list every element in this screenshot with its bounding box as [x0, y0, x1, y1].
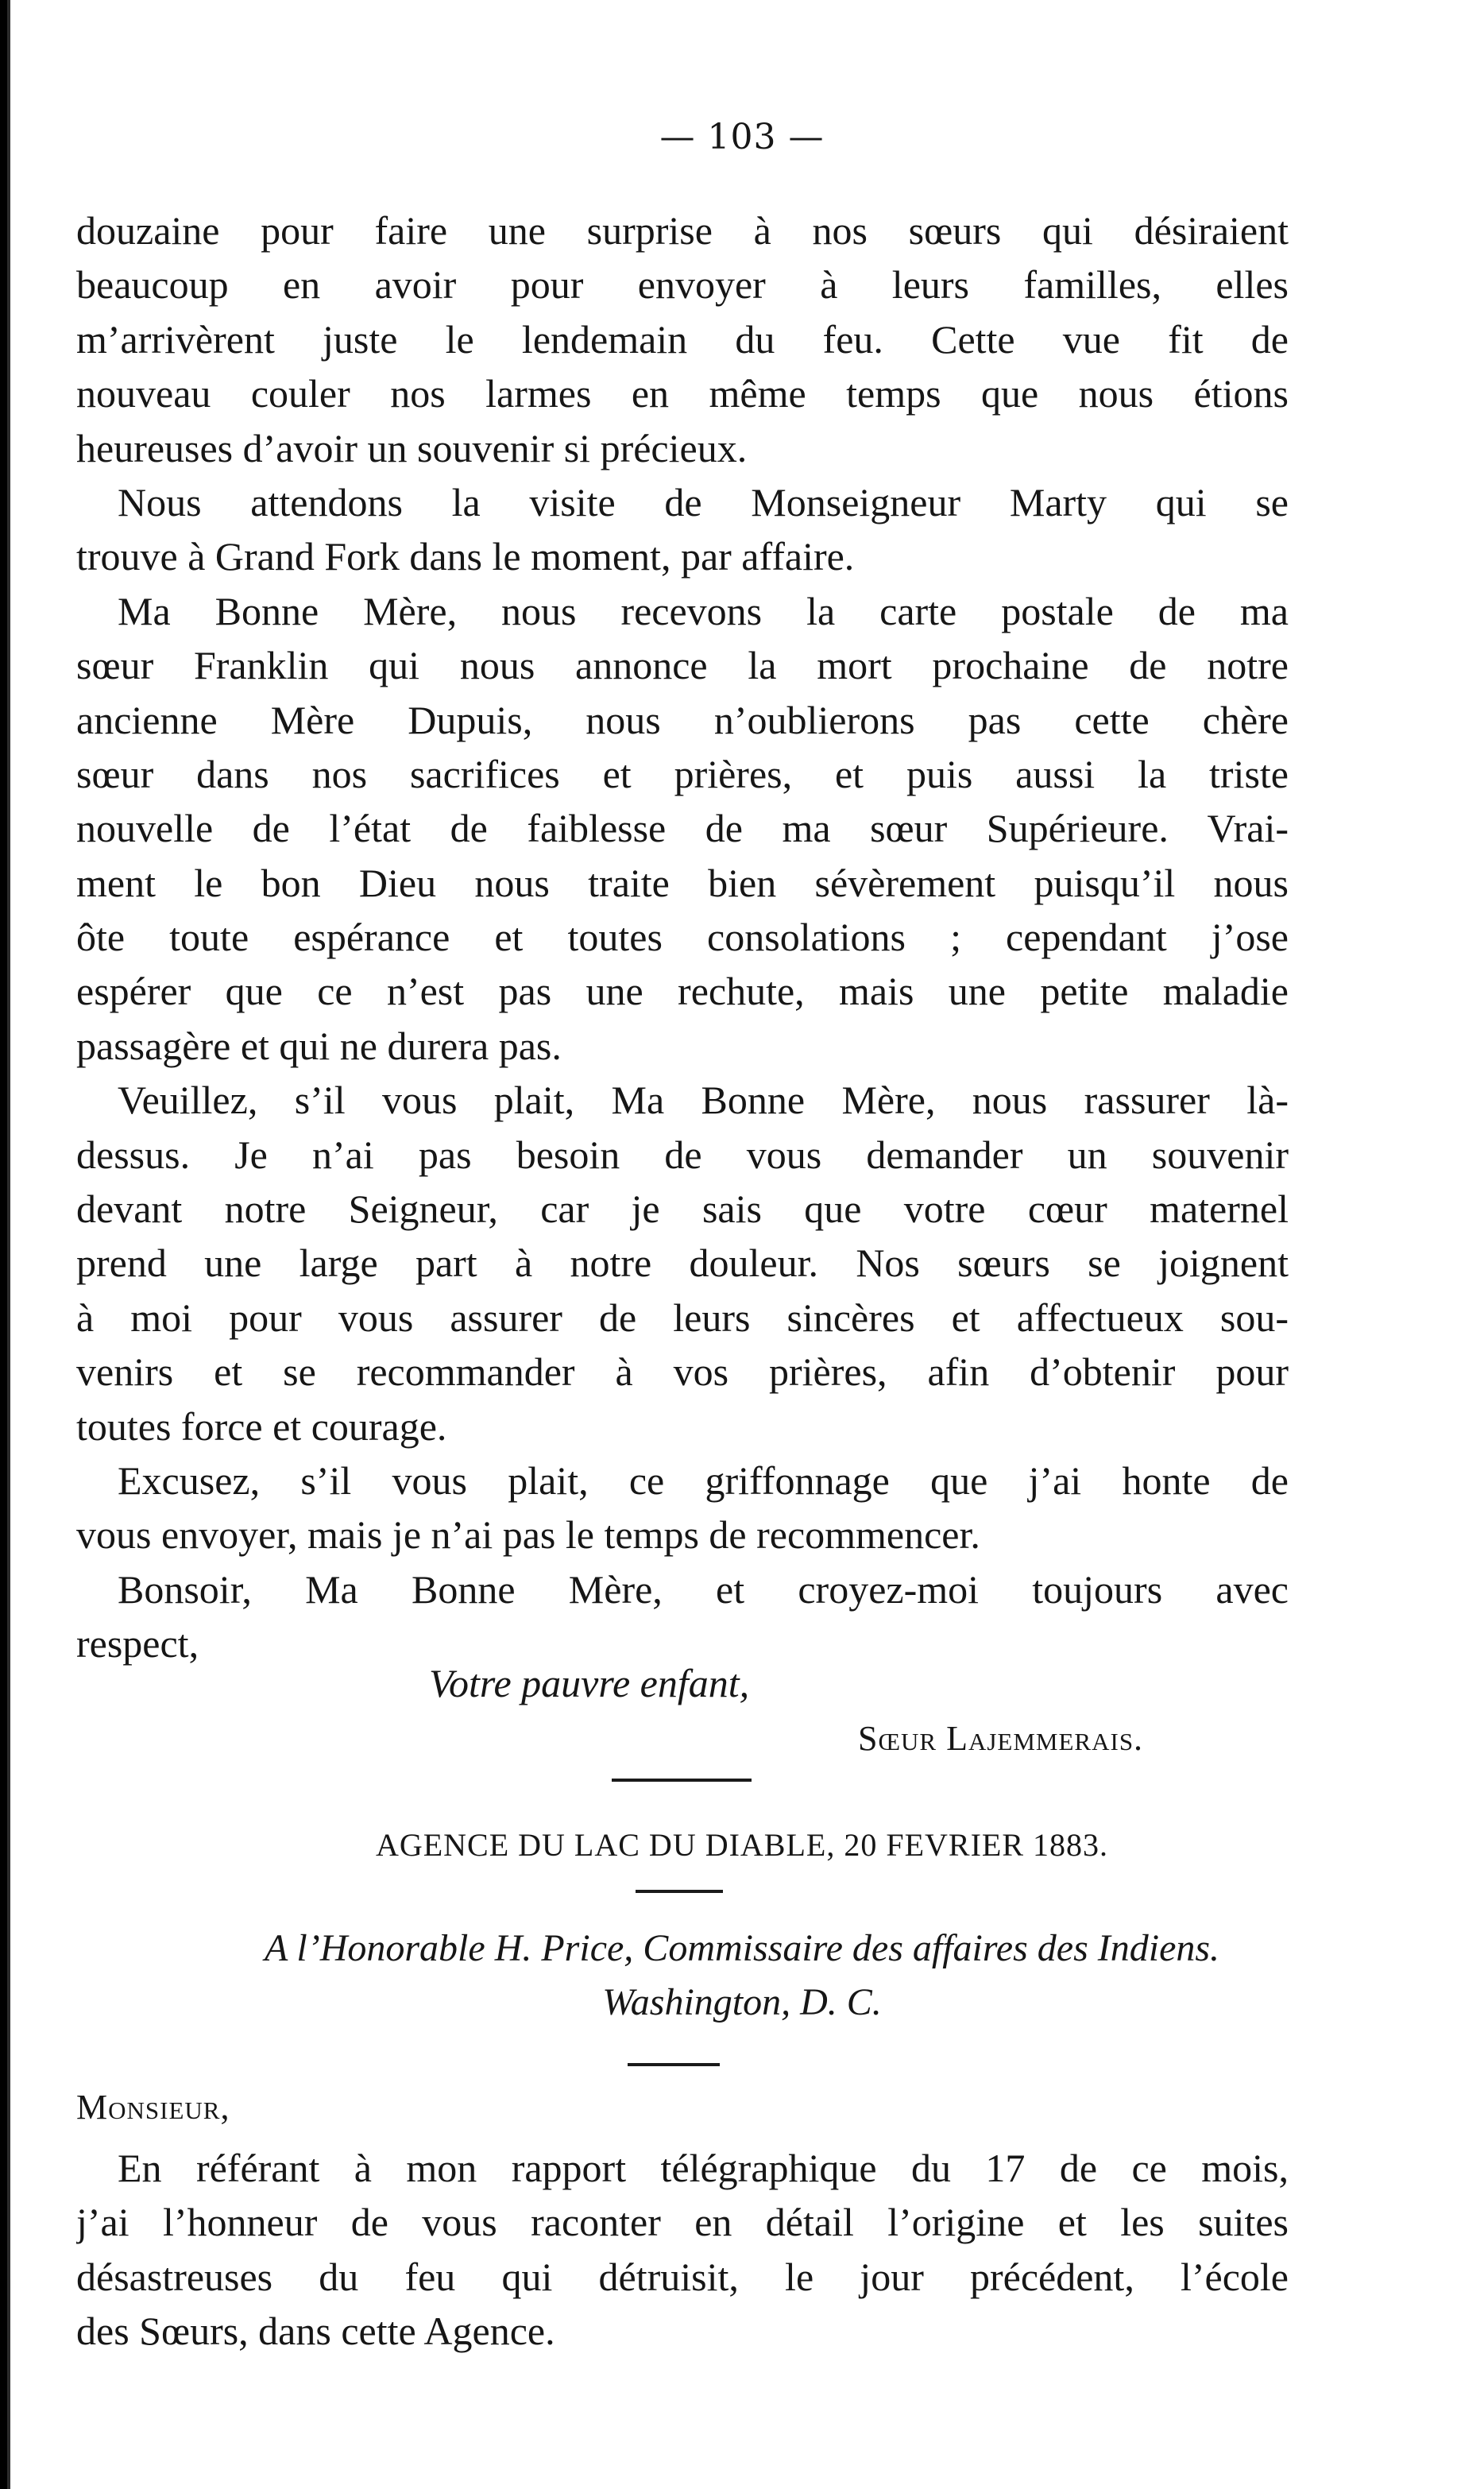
text-line: Bonsoir, Ma Bonne Mère, et croyez-moi toujours avec [118, 1566, 1289, 1612]
text-line: j’ai l’honneur de vous raconter en détail l’origine et les suites [76, 2200, 1289, 2245]
text-line: prend une large part à notre douleur. Nos sœurs se joignent [76, 1241, 1289, 1286]
text-line: ôte toute espérance et toutes consolations ; cependant j’ose [76, 915, 1289, 960]
text-line: espérer que ce n’est pas une rechute, mais une petite maladie [76, 969, 1289, 1014]
text-line: sœur Franklin qui nous annonce la mort prochaine de notre [76, 643, 1289, 688]
section-divider [612, 1779, 752, 1782]
text-line: Excusez, s’il vous plait, ce griffonnage que j’ai honte de [118, 1457, 1289, 1503]
text-line: trouve à Grand Fork dans le moment, par affaire. [76, 534, 855, 579]
text-line: dessus. Je n’ai pas besoin de vous demander un souvenir [76, 1132, 1289, 1177]
text-line: des Sœurs, dans cette Agence. [76, 2309, 555, 2354]
letter-closing: Votre pauvre enfant, [429, 1661, 750, 1705]
text-line: nouvelle de l’état de faiblesse de ma sœur Supérieure. Vrai- [76, 806, 1289, 851]
signature: Sœur Lajemmerais. [858, 1719, 1144, 1758]
text-line: ancienne Mère Dupuis, nous n’oublierons pas cette chère [76, 697, 1289, 742]
text-line: Nous attendons la visite de Monseigneur Marty qui se [118, 479, 1289, 525]
text-line: Ma Bonne Mère, nous recevons la carte postale de ma [118, 588, 1289, 633]
text-line: venirs et se recommander à vos prières, afin d’obtenir pour [76, 1349, 1289, 1395]
text-line: vous envoyer, mais je n’ai pas le temps de recommencer. [76, 1512, 980, 1558]
section-divider [636, 1890, 723, 1893]
text-line: nouveau couler nos larmes en même temps que nous étions [76, 371, 1289, 416]
page-binding-edge [0, 0, 17, 2489]
letter-body [76, 203, 1289, 1671]
text-line: sœur dans nos sacrifices et prières, et puis aussi la triste [76, 751, 1289, 796]
text-line: désastreuses du feu qui détruisit, le jour précédent, l’école [76, 2254, 1289, 2299]
text-line: toutes force et courage. [76, 1403, 447, 1449]
text-line: En référant à mon rapport télégraphique du 17 de ce mois, [118, 2146, 1289, 2190]
text-line: heureuses d’avoir un souvenir si précieux. [76, 425, 748, 470]
text-line: m’arrivèrent juste le lendemain du feu. Cette vue fit de [76, 316, 1289, 362]
letter-salutation: Monsieur, [76, 2088, 230, 2127]
text-line: ment le bon Dieu nous traite bien sévèrement puisqu’il nous [76, 860, 1289, 905]
text-line: respect, [76, 1621, 199, 1666]
second-letter-body [76, 2141, 1289, 2359]
text-line: douzaine pour faire une surprise à nos sœurs qui désiraient [76, 208, 1289, 253]
section-divider [628, 2063, 720, 2066]
letter-addressee: A l’Honorable H. Price, Commissaire des affaires des Indiens. [264, 1927, 1220, 1969]
text-line: beaucoup en avoir pour envoyer à leurs familles, elles [76, 262, 1289, 308]
text-line: Veuillez, s’il vous plait, Ma Bonne Mère, nous rassurer là- [118, 1078, 1289, 1123]
letter-heading: AGENCE DU LAC DU DIABLE, 20 FEVRIER 1883. [375, 1827, 1109, 1863]
text-line: devant notre Seigneur, car je sais que votre cœur maternel [76, 1186, 1289, 1232]
letter-location: Washington, D. C. [602, 1981, 882, 2023]
page-number: — 103 — [659, 117, 825, 157]
text-line: passagère et qui ne durera pas. [76, 1023, 562, 1068]
text-line: à moi pour vous assurer de leurs sincères et affectueux sou- [76, 1295, 1289, 1340]
